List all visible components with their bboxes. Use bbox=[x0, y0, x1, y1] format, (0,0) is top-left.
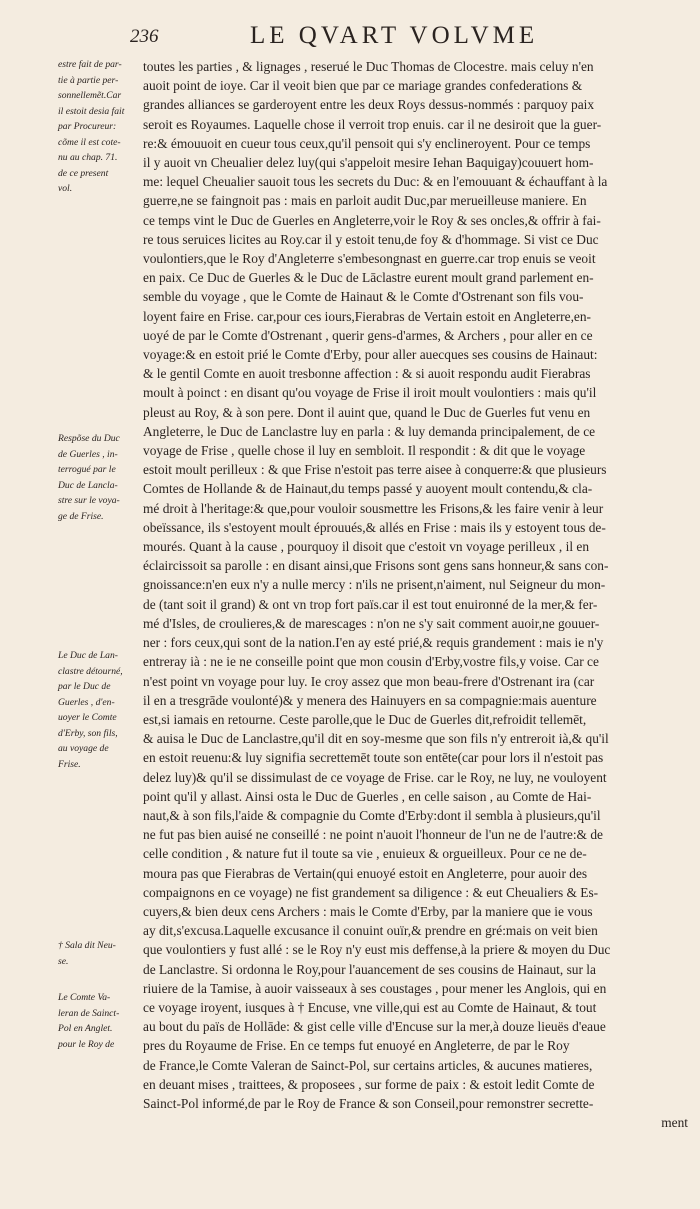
body-line: celle condition , & nature fut il toute sa vie , enuieux & orgueilleux. Pour ce ne de- bbox=[143, 846, 587, 862]
body-line: mourés. Quant à la cause , pourquoy il disoit que c'estoit vn voyage perilleux , il en bbox=[143, 539, 590, 555]
body-line: pleust au Roy, & à son pere. Dont il auint que, quand le Duc de Guerles fut venu en bbox=[143, 404, 591, 420]
page-number: 236 bbox=[130, 26, 159, 47]
body-line: ce temps vint le Duc de Guerles en Angleterre,voir le Roy & ses oncles,& offrir à fai- bbox=[143, 212, 601, 228]
body-line: voyage:& en estoit prié le Comte d'Erby, pour aller auecques ses cousins de Hainaut: bbox=[143, 347, 598, 363]
body-line: Comtes de Hollande & de Hainaut,du temps passé y auoyent moult contendu,& cla- bbox=[143, 481, 593, 497]
body-line: obeïssance, ils s'estoyent moult éprouués,& allés en Frise : mais ils y estoyent tous de- bbox=[143, 519, 606, 535]
body-line: pres du Royaume de Frise. En ce temps fut enuoyé en Angleterre, de par le Roy bbox=[143, 1038, 570, 1054]
body-line: point qu'il y allast. Ainsi osta le Duc de Guerles , en celle saison , au Comte de Hai- bbox=[143, 788, 592, 804]
body-line: est,si iamais en retourne. Ceste parolle,que le Duc de Guerles dit,refroidit tellemēt, bbox=[143, 711, 587, 727]
body-line: ne fut pas bien auisé ne conseillé : ne point n'auoit l'honneur de l'un ne de l'autre:& de bbox=[143, 827, 603, 843]
page-header bbox=[130, 22, 690, 54]
margin-note: estre fait de par- tie à partie per- sonnellemẽt.Car il estoit desia fait par Procureur: cõme il est cote- nu au chap. 71. de ce present vol. bbox=[58, 59, 125, 194]
body-line: seroit es Royaumes. Laquelle chose il verroit trop enuis. car il ne desiroit que la guer- bbox=[143, 116, 602, 132]
body-line: grandes alliances se garderoyent entre les deux Roys dessus-nommés : parquoy paix bbox=[143, 97, 595, 113]
body-line: naut,& à son fils,l'aide & compagnie du Comte d'Erby:dont il sembla à plusieurs,qu'il bbox=[143, 807, 601, 823]
body-line: auoit point de ioye. Car il veoit bien que par ce mariage grandes confederations & bbox=[143, 78, 583, 94]
body-line: delez luy)& qu'il se dissimulast de ce voyage de Frise. car le Roy, ne luy, ne vouloyent bbox=[143, 769, 607, 785]
body-line: & le gentil Comte en auoit tresbonne affection : & si auoit respondu audit Fierabras bbox=[143, 366, 591, 382]
body-line: Angleterre, le Duc de Lanclastre luy en parla : & luy demanda principalement, de ce bbox=[143, 423, 596, 439]
body-line: moura pas que Fierabras de Vertain(qui enuoyé estoit en Angleterre, pour auoir des bbox=[143, 865, 588, 881]
body-line: en paix. Ce Duc de Guerles & le Duc de Lāclastre eurent moult grand parlement en- bbox=[143, 270, 594, 286]
body-line: guerre,ne se faingnoit pas : mais en parloit audit Duc,par merueilleuse maniere. En bbox=[143, 193, 587, 209]
body-line: ce voyage iroyent, iusques à † Encuse, vne ville,qui est au Comte de Hainaut, & tout bbox=[143, 999, 597, 1015]
body-line: voulontiers,que le Roy d'Angleterre s'embesongnast en guerre.car trop enuis se veoit bbox=[143, 251, 596, 267]
body-line: que voulontiers y fust allé : se le Roy n'y eust mis deffense,à la priere & moyen du Duc bbox=[143, 942, 611, 958]
body-line: me: lequel Cheualier sauoit tous les secrets du Duc: & en l'emouuant & échauffant à la bbox=[143, 174, 608, 190]
body-line: ment bbox=[661, 1115, 688, 1131]
body-line: loyent faire en Frise. car,pour ces iours,Fierabras de Vertain estoit en Angleterre,en- bbox=[143, 308, 592, 324]
body-line: toutes les parties , & lignages , reserué le Duc Thomas de Clocestre. mais celuy n'en bbox=[143, 59, 594, 74]
body-line: éclaircissoit sa parolle : en disant ainsi,que Frisons sont gens sans honneur,& sans con- bbox=[143, 558, 609, 574]
body-text bbox=[143, 57, 688, 1132]
margin-note: Le Duc de Lan- clastre détourné, par le Duc de Guerles , d'en- uoyer le Comte d'Erby, son fils, au voyage de Frise. bbox=[58, 650, 123, 770]
body-line: de France,le Comte Valeran de Sainct-Pol, sur certains articles, & aucunes matieres, bbox=[143, 1057, 593, 1073]
body-line: n'est point vn voyage pour luy. Ie croy assez que mon beau-frere d'Ostrenant ira (car bbox=[143, 673, 595, 689]
body-line: entreray ià : ne ie ne conseille point que mon cousin d'Erby,vostre fils,y voise. Car ce bbox=[143, 654, 599, 670]
body-line: il y auoit vn Cheualier delez luy(qui s'appeloit mesire Iehan Baquigay)couuert hom- bbox=[143, 155, 594, 171]
body-line: re tous seruices licites au Roy.car il y estoit tenu,de foy & d'hommage. Si vist ce Duc bbox=[143, 231, 599, 247]
body-line: compaignons en ce voyage) ne fist grandement sa diligence : & eut Cheualiers & Es- bbox=[143, 884, 599, 900]
body-line: semble du voyage , que le Comte de Hainaut & le Comte d'Ostrenant son fils vou- bbox=[143, 289, 584, 305]
body-line: il en a tresgrāde voulonté)& y menera des Hainuyers en sa compagnie:mais auenture bbox=[143, 692, 597, 708]
body-line: estoit moult perilleux : & que Frise n'estoit pas terre aisee à conquerre:& que plusieurs bbox=[143, 462, 607, 478]
body-line: re:& émouuoit en cueur tous ceux,qu'il pensoit qui s'y enclineroyent. Pour ce temps bbox=[143, 135, 591, 151]
margin-note: Le Comte Va- leran de Sainct- Pol en Anglet. pour le Roy de bbox=[58, 992, 120, 1050]
body-line: voyage de Frise , quelle chose il luy en sembloit. Il respondit : & dit que le voyage bbox=[143, 443, 586, 459]
body-line: en deuant mises , traittees, & proposees , sur forme de paix : & estoit ledit Comte de bbox=[143, 1076, 595, 1092]
body-line: moult à poinct : en disant qu'ou voyage de Frise il iroit moult voulontiers : mais qu'il bbox=[143, 385, 597, 401]
body-line: ner : fors ceux,qui sont de la nation.I'en ay esté prié,& requis grandement : mais ie n'y bbox=[143, 635, 604, 651]
running-head: LE QVART VOLVME bbox=[250, 22, 539, 49]
body-line: gnoissance:n'en eux n'y a nulle mercy : n'ils ne prisent,n'aiment, nul Seigneur du mon- bbox=[143, 577, 606, 593]
body-line: uoyé de par le Comte d'Ostrenant , querir gens-d'armes, & Archers , pour aller en ce bbox=[143, 327, 593, 343]
body-line: en estoit reuenu:& luy signifia secrettemēt toute son entēte(car pour lors il n'estoit pas bbox=[143, 750, 604, 766]
body-line: mé d'Isles, de croulieres,& de marescages : n'on ne s'y sait comment auoir,ne gouuer- bbox=[143, 615, 600, 631]
margin-note: † Sala dit Neu- se. bbox=[58, 940, 116, 967]
body-line: au bout du païs de Hollāde: & gist celle ville d'Encuse sur la mer,à douze lieuës d'eaue bbox=[143, 1019, 606, 1035]
body-line: Sainct-Pol informé,de par le Roy de France & son Conseil,pour remonstrer secrette- bbox=[143, 1095, 594, 1111]
body-line: riuiere de la Tamise, à auoir vaisseaux à ses coustages , pour mener les Anglois, qui en bbox=[143, 980, 607, 996]
body-line: cuyers,& bien deux cens Archers : mais le Comte d'Erby, par la maniere que ie vous bbox=[143, 903, 593, 919]
body-line: & auisa le Duc de Lanclastre,qu'il dit en soy-mesme que son fils n'y entreroit ià,& qu'il bbox=[143, 731, 609, 747]
body-line: ay dit,s'excusa.Laquelle excusance il conuint ouïr,& prendre en gré:mais on veit bien bbox=[143, 923, 598, 939]
margin-note: Respõse du Duc de Guerles , in- terrogué par le Duc de Lancla- stre sur le voya- ge de Frise. bbox=[58, 433, 120, 522]
body-line: de Lanclastre. Si ordonna le Roy,pour l'auancement de ses cousins de Hainaut, sur la bbox=[143, 961, 596, 977]
body-line: de (tant soit il grand) & ont vn trop fort païs.car il est tout enuironné de la mer,& fer- bbox=[143, 596, 598, 612]
body-line: mé droit à l'heritage:& que,pour vouloir sousmettre les Frisons,& les faire venir à leur bbox=[143, 500, 604, 516]
